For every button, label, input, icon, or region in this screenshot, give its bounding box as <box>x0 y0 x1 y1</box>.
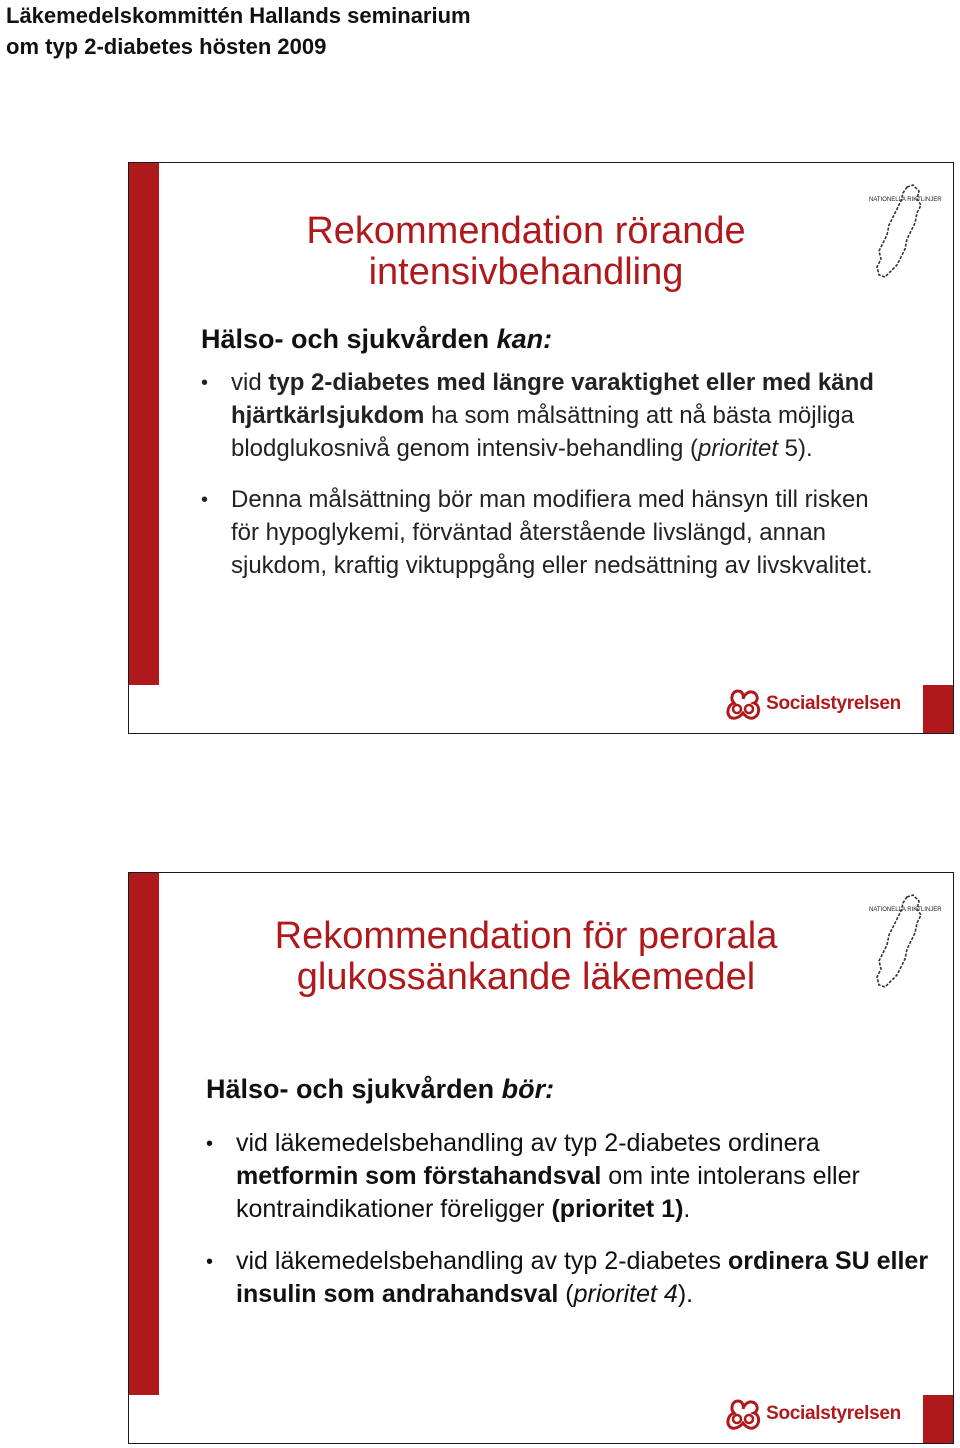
accent-bar-left <box>129 163 159 685</box>
bullet-item <box>201 366 901 465</box>
bullet-text: om inte intolerans eller kontraindikationer föreligger <box>236 1162 860 1223</box>
brand-name: Socialstyrelsen <box>766 693 901 714</box>
title-line-1: Rekommendation för perorala <box>274 915 778 957</box>
socialstyrelsen-mark-icon <box>724 687 762 721</box>
bullet-text: vid läkemedelsbehandling av typ 2-diabetes <box>236 1247 728 1275</box>
header-line-1: Läkemedelskommittén Hallands seminarium <box>6 3 471 28</box>
national-guidelines-map-icon <box>867 893 942 993</box>
title-line-1: Rekommendation rörande <box>306 210 746 252</box>
bullet-text: Denna målsättning bör man modifiera med hänsyn till risken för hypoglykemi, förväntad återstående livslängd, annan sjukdom, kraftig viktuppgång eller nedsättning av livskvalitet. <box>231 486 873 579</box>
accent-bar-left <box>129 873 159 1395</box>
title-line-2: intensivbehandling <box>368 251 684 293</box>
bullet-item <box>206 1127 936 1226</box>
socialstyrelsen-mark-icon <box>724 1397 762 1431</box>
bullet-icon: • <box>206 1251 214 1273</box>
title-line-2: glukossänkande läkemedel <box>296 956 756 998</box>
bullet-text: vid <box>231 369 269 396</box>
socialstyrelsen-logo <box>724 687 901 721</box>
bullet-text: 5). <box>778 435 813 462</box>
bullet-icon: • <box>206 1133 214 1155</box>
lead-statement <box>206 1073 554 1105</box>
socialstyrelsen-logo <box>724 1397 901 1431</box>
accent-bar-right <box>923 1395 953 1443</box>
bullet-list <box>201 366 901 582</box>
bullet-text: ha som målsättning att nå bästa möjliga blodglukosnivå genom intensiv-behandling ( <box>231 402 854 462</box>
brand-name: Socialstyrelsen <box>766 1403 901 1424</box>
document-header <box>6 0 471 62</box>
bullet-text: ( <box>558 1280 574 1308</box>
slide-title <box>189 211 863 293</box>
bullet-bold-text: metformin som förstahandsval <box>236 1162 602 1190</box>
accent-bar-right <box>923 685 953 733</box>
lead-text: Hälso- och sjukvården <box>201 324 497 354</box>
bullet-text: . <box>683 1195 691 1223</box>
slide-oral-glucose-lowering <box>128 872 954 1444</box>
logo-text: NATIONELLA RIKTLINJER <box>869 197 942 203</box>
lead-text: Hälso- och sjukvården <box>206 1074 502 1104</box>
priority-label: prioritet <box>697 435 778 462</box>
bullet-bold-text: typ 2-diabetes med längre varaktighet eller med känd hjärtkärlsjukdom <box>231 369 874 429</box>
logo-text: NATIONELLA RIKTLINJER <box>869 907 942 913</box>
bullet-text: ). <box>677 1280 694 1308</box>
bullet-list <box>206 1127 936 1311</box>
bullet-text: vid läkemedelsbehandling av typ 2-diabetes ordinera <box>236 1129 820 1157</box>
bullet-icon: • <box>201 489 209 511</box>
priority-label: prioritet 4 <box>573 1280 678 1308</box>
header-line-2: om typ 2-diabetes hösten 2009 <box>6 34 327 59</box>
bullet-bold-text: ordinera SU eller insulin som andrahandsval <box>236 1247 929 1308</box>
lead-emphasis: kan: <box>496 324 553 354</box>
priority-label: (prioritet 1) <box>551 1195 684 1223</box>
lead-emphasis: bör: <box>501 1074 555 1104</box>
slide-intensive-treatment <box>128 162 954 734</box>
bullet-icon: • <box>201 372 209 394</box>
national-guidelines-map-icon <box>867 183 942 283</box>
bullet-item <box>201 483 901 582</box>
lead-statement <box>201 323 552 355</box>
bullet-item <box>206 1245 936 1311</box>
slide-title <box>189 916 863 998</box>
